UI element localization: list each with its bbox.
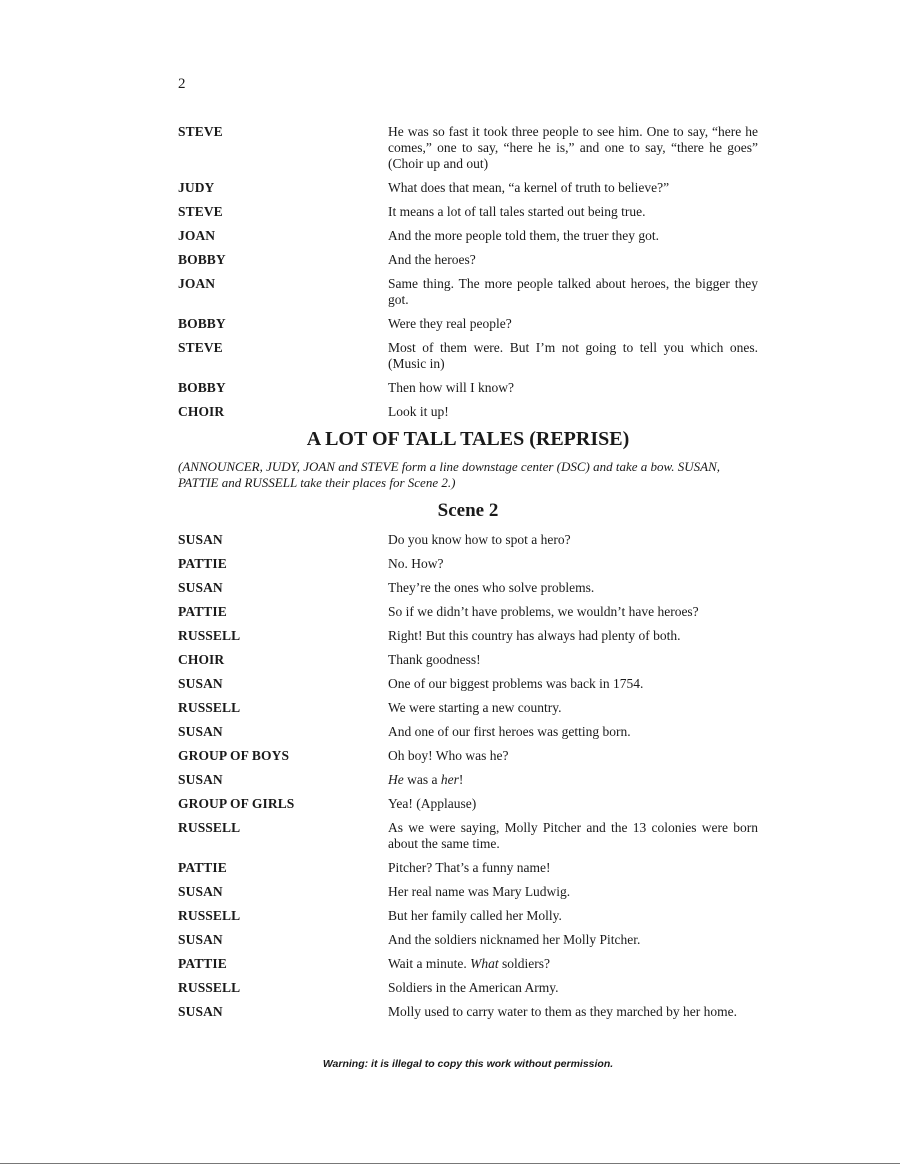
dialogue-line: Yea! (Applause) xyxy=(388,796,477,811)
dialogue-row xyxy=(178,676,758,692)
dialogue-line: So if we didn’t have problems, we wouldn’t have heroes? xyxy=(388,604,699,619)
dialogue-line: Do you know how to spot a hero? xyxy=(388,532,571,547)
dialogue-row xyxy=(178,204,758,220)
dialogue-row xyxy=(178,748,758,764)
dialogue-line: Oh boy! Who was he? xyxy=(388,748,509,763)
speaker-name: RUSSELL xyxy=(178,700,241,715)
dialogue-line: Her real name was Mary Ludwig. xyxy=(388,884,571,899)
dialogue-row xyxy=(178,700,758,716)
dialogue-row xyxy=(178,340,758,372)
dialogue-row xyxy=(178,932,758,948)
dialogue-row xyxy=(178,860,758,876)
speaker-name: STEVE xyxy=(178,124,223,139)
dialogue-line: They’re the ones who solve problems. xyxy=(388,580,595,595)
speaker-name: SUSAN xyxy=(178,1004,223,1019)
dialogue-line: Right! But this country has always had plenty of both. xyxy=(388,628,681,643)
speaker-name: CHOIR xyxy=(178,404,225,419)
speaker-name: JUDY xyxy=(178,180,215,195)
speaker-name: PATTIE xyxy=(178,604,227,619)
speaker-name: BOBBY xyxy=(178,252,226,267)
dialogue-row xyxy=(178,1004,758,1020)
dialogue-row xyxy=(178,628,758,644)
emphasis-text: her xyxy=(440,772,459,787)
dialogue-row xyxy=(178,404,758,420)
speaker-name: RUSSELL xyxy=(178,908,241,923)
dialogue-block-1 xyxy=(178,124,758,428)
speaker-name: JOAN xyxy=(178,276,216,291)
speaker-name: GROUP OF GIRLS xyxy=(178,796,295,811)
dialogue-row xyxy=(178,316,758,332)
speaker-name: STEVE xyxy=(178,204,223,219)
speaker-name: SUSAN xyxy=(178,884,223,899)
dialogue-row xyxy=(178,908,758,924)
dialogue-line: What does that mean, “a kernel of truth to believe?” xyxy=(388,180,670,195)
dialogue-line: Soldiers in the American Army. xyxy=(388,980,559,995)
dialogue-row xyxy=(178,820,758,852)
speaker-name: BOBBY xyxy=(178,316,226,331)
dialogue-line: As we were saying, Molly Pitcher and the 13 colonies were born about the same time. xyxy=(388,820,758,851)
speaker-name: RUSSELL xyxy=(178,980,241,995)
dialogue-row xyxy=(178,884,758,900)
speaker-name: PATTIE xyxy=(178,956,227,971)
dialogue-line: Thank goodness! xyxy=(388,652,481,667)
line-text: Wait a minute. xyxy=(388,956,471,971)
dialogue-row xyxy=(178,580,758,596)
dialogue-row xyxy=(178,380,758,396)
emphasis-text: What xyxy=(470,956,499,971)
dialogue-line xyxy=(388,956,758,972)
dialogue-line: Look it up! xyxy=(388,404,449,419)
dialogue-line: It means a lot of tall tales started out being true. xyxy=(388,204,646,219)
dialogue-row xyxy=(178,252,758,268)
speaker-name: SUSAN xyxy=(178,532,223,547)
dialogue-row xyxy=(178,532,758,548)
dialogue-line: Pitcher? That’s a funny name! xyxy=(388,860,551,875)
dialogue-row xyxy=(178,228,758,244)
dialogue-row xyxy=(178,180,758,196)
dialogue-row xyxy=(178,772,758,788)
line-text: was a xyxy=(403,772,441,787)
dialogue-line: Molly used to carry water to them as they marched by her home. xyxy=(388,1004,738,1019)
line-text: soldiers? xyxy=(498,956,551,971)
speaker-name: SUSAN xyxy=(178,676,223,691)
dialogue-row xyxy=(178,724,758,740)
stage-direction: (ANNOUNCER, JUDY, JOAN and STEVE form a line downstage center (DSC) and take a bow. SUSAN, PATTIE and RUSSELL take their places for Scene 2.) xyxy=(178,459,720,490)
dialogue-line: And the soldiers nicknamed her Molly Pitcher. xyxy=(388,932,641,947)
dialogue-line: And one of our first heroes was getting born. xyxy=(388,724,631,739)
speaker-name: BOBBY xyxy=(178,380,226,395)
dialogue-row xyxy=(178,980,758,996)
dialogue-row xyxy=(178,652,758,668)
dialogue-line: One of our biggest problems was back in 1754. xyxy=(388,676,644,691)
dialogue-line: Same thing. The more people talked about heroes, the bigger they got. xyxy=(388,276,758,307)
dialogue-row xyxy=(178,556,758,572)
copyright-warning: Warning: it is illegal to copy this work without permission. xyxy=(322,1058,614,1070)
dialogue-line: Most of them were. But I’m not going to tell you which ones. (Music in) xyxy=(388,340,758,371)
dialogue-line: But her family called her Molly. xyxy=(388,908,562,923)
emphasis-text: He xyxy=(388,772,404,787)
speaker-name: RUSSELL xyxy=(178,628,241,643)
speaker-name: JOAN xyxy=(178,228,216,243)
line-text: ! xyxy=(458,772,464,787)
speaker-name: GROUP OF BOYS xyxy=(178,748,290,763)
dialogue-line: We were starting a new country. xyxy=(388,700,562,715)
dialogue-row xyxy=(178,276,758,308)
dialogue-line xyxy=(388,772,758,788)
speaker-name: PATTIE xyxy=(178,556,227,571)
speaker-name: SUSAN xyxy=(178,772,223,787)
dialogue-line: And the heroes? xyxy=(388,252,476,267)
speaker-name: RUSSELL xyxy=(178,820,241,835)
dialogue-row xyxy=(178,796,758,812)
dialogue-row xyxy=(178,604,758,620)
dialogue-row xyxy=(178,956,758,972)
dialogue-block-2 xyxy=(178,532,758,1028)
speaker-name: PATTIE xyxy=(178,860,227,875)
speaker-name: SUSAN xyxy=(178,724,223,739)
speaker-name: SUSAN xyxy=(178,580,223,595)
speaker-name: STEVE xyxy=(178,340,223,355)
dialogue-row xyxy=(178,124,758,172)
scene-title: Scene 2 xyxy=(437,500,499,521)
dialogue-line: Were they real people? xyxy=(388,316,512,331)
speaker-name: SUSAN xyxy=(178,932,223,947)
page-number: 2 xyxy=(178,76,186,92)
song-title: A LOT OF TALL TALES (REPRISE) xyxy=(306,428,630,450)
dialogue-line: And the more people told them, the truer they got. xyxy=(388,228,660,243)
dialogue-line: He was so fast it took three people to see him. One to say, “here he comes,” one to say, “here he is,” and one to say, “there he goes” (Choir up and out) xyxy=(388,124,758,171)
speaker-name: CHOIR xyxy=(178,652,225,667)
dialogue-line: Then how will I know? xyxy=(388,380,514,395)
dialogue-line: No. How? xyxy=(388,556,444,571)
